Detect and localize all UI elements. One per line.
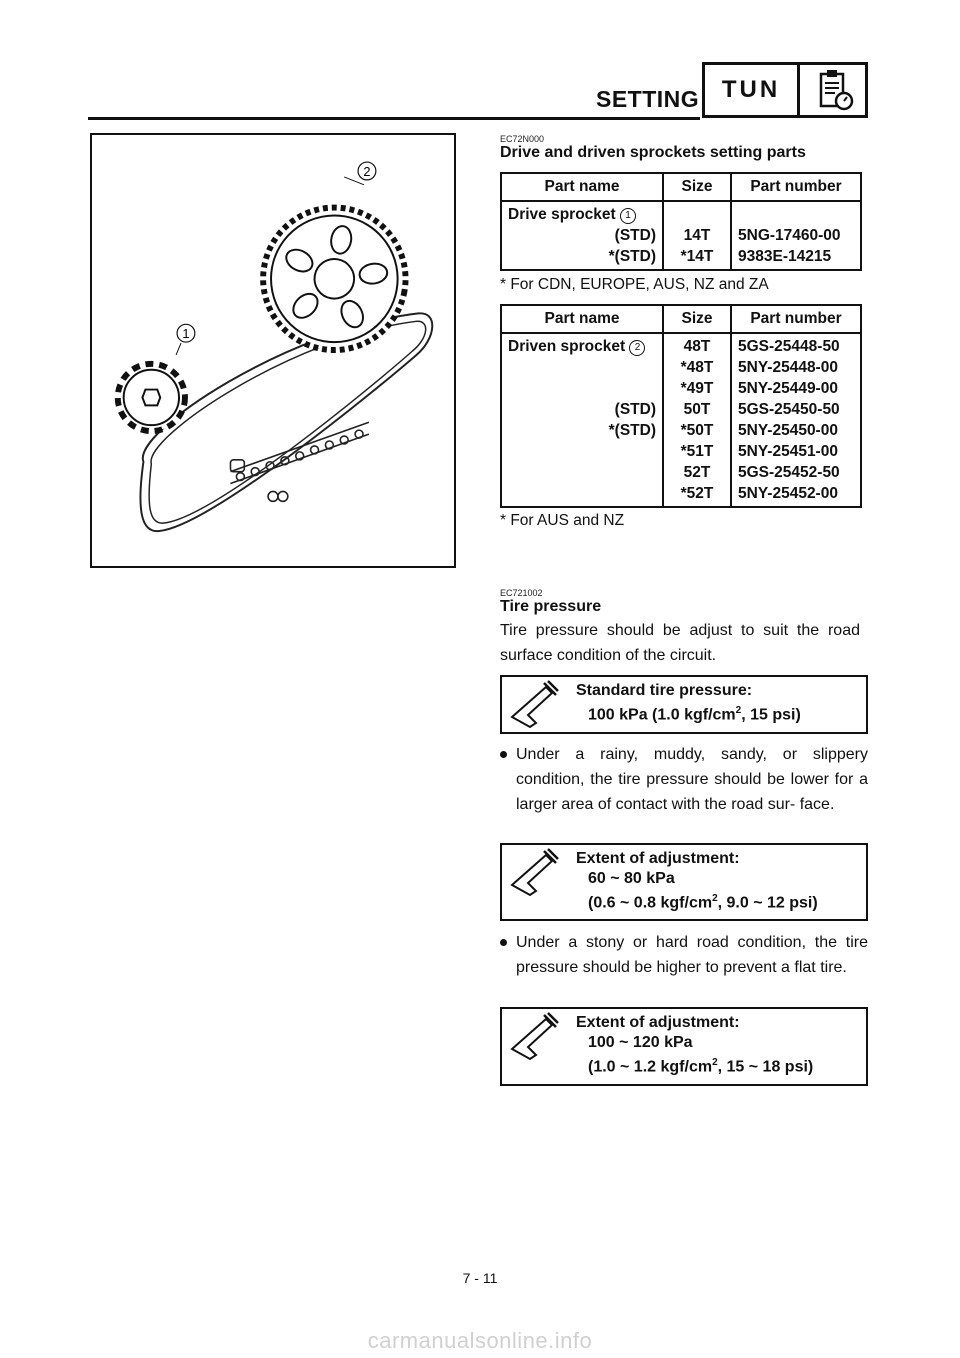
bullet-item-2: Under a stony or hard road condition, the tire pressure should be higher to prevent a flat tire. bbox=[500, 930, 868, 980]
spec-box-rainy bbox=[500, 843, 868, 921]
ref-number: 1 bbox=[620, 208, 636, 224]
ref-number: 2 bbox=[629, 340, 645, 356]
col-part-name: Part name bbox=[501, 173, 663, 201]
section-title-tire-pressure: Tire pressure bbox=[500, 598, 602, 615]
callout-1: 1 bbox=[182, 326, 190, 342]
caliper-icon bbox=[506, 847, 562, 897]
spec-value: 100 ~ 120 kPa bbox=[588, 1034, 693, 1051]
spec-label: Standard tire pressure: bbox=[576, 682, 753, 699]
sprocket-chain-illustration bbox=[90, 133, 456, 568]
bullet-dot bbox=[500, 751, 507, 758]
bullet-dot bbox=[500, 939, 507, 946]
table-row: Driven sprocket 2 (STD) *(STD) 48T *48T *49T 50T *50T *51T 52T *52T 5GS-25448-50 5NY-25448-00 5NY-25449-00 5GS-25450-50 5NY-25450-00 5NY-25451-00 5GS-25452-50 5NY-25452-00 bbox=[501, 333, 861, 507]
col-part-name: Part name bbox=[501, 305, 663, 333]
spec-value: (1.0 ~ 1.2 kgf/$cm^2$, 15 ~ 18 psi) bbox=[588, 1057, 814, 1076]
section-code-2: EC721002 bbox=[500, 588, 543, 598]
part-name: Drive sprocket bbox=[508, 206, 616, 223]
spec-label: Extent of adjustment: bbox=[576, 1014, 740, 1031]
intro-paragraph: Tire pressure should be adjust to suit the road surface condition of the circuit. bbox=[500, 622, 860, 664]
table-row: Drive sprocket 1 (STD) *(STD) 14T *14T 5NG-17460-00 9383E-14215 bbox=[501, 201, 861, 270]
section-code: TUN bbox=[705, 65, 800, 115]
col-part-number: Part number bbox=[731, 305, 861, 333]
section-code-1: EC72N000 bbox=[500, 134, 545, 144]
spec-value: (0.6 ~ 0.8 kgf/$cm^2$, 9.0 ~ 12 psi) bbox=[588, 893, 818, 912]
spec-label: Extent of adjustment: bbox=[576, 850, 740, 867]
part-name: Driven sprocket bbox=[508, 338, 626, 355]
spec-box-stony bbox=[500, 1007, 868, 1086]
drive-sprocket-table bbox=[500, 172, 862, 271]
col-size: Size bbox=[663, 305, 731, 333]
table-note-1: * For CDN, EUROPE, AUS, NZ and ZA bbox=[500, 276, 769, 293]
spec-box-standard bbox=[500, 675, 868, 734]
header-badge bbox=[702, 62, 868, 118]
bullet-item-1: Under a rainy, muddy, sandy, or slippery condition, the tire pressure should be lower for a larger area of contact with the road sur- face. bbox=[500, 742, 868, 817]
col-part-number: Part number bbox=[731, 173, 861, 201]
driven-sprocket-table bbox=[500, 304, 862, 508]
caliper-icon bbox=[506, 1011, 562, 1061]
clipboard-stopwatch-icon bbox=[800, 65, 865, 115]
watermark: carmanualsonline.info bbox=[367, 1328, 593, 1353]
table-note-2: * For AUS and NZ bbox=[500, 512, 625, 529]
section-title-sprockets: Drive and driven sprockets setting parts bbox=[500, 144, 806, 161]
col-size: Size bbox=[663, 173, 731, 201]
spec-value: 60 ~ 80 kPa bbox=[588, 870, 675, 887]
header-rule bbox=[88, 117, 700, 120]
section-heading: SETTING bbox=[596, 86, 700, 112]
callout-2: 2 bbox=[363, 163, 371, 179]
page-number: 7 - 11 bbox=[462, 1270, 498, 1286]
spec-value: 100 kPa (1.0 kgf/$cm^2$, 15 psi) bbox=[588, 705, 801, 724]
caliper-icon bbox=[506, 679, 562, 729]
